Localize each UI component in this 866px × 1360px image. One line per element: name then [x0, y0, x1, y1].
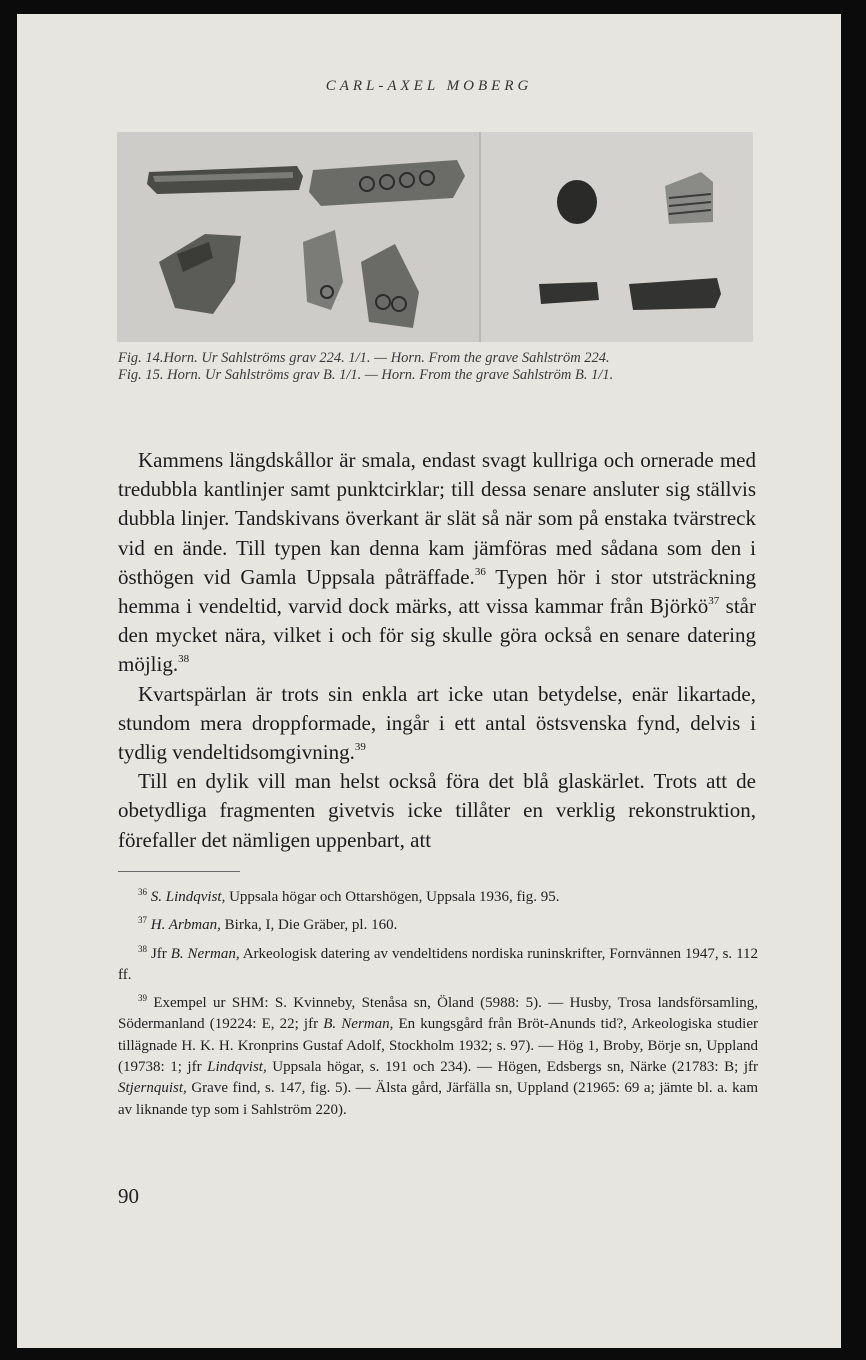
footnote-38: [118, 944, 758, 987]
text-run: Typen hör i stor utsträckning hemma i vendeltid, varvid dock märks, att vissa kammar från Björkö: [118, 564, 756, 619]
footnote-author: B. Nerman,: [323, 1016, 394, 1033]
footnote-author: Stjernquist,: [118, 1080, 187, 1097]
footnote-divider: [118, 871, 240, 872]
footnote-ref[interactable]: 39: [354, 741, 366, 754]
footnote-ref[interactable]: 36: [474, 565, 486, 578]
footnote-text: Arkeologisk datering av vendeltidens nordiska runinskrifter, Fornvännen 1947, s. 112 ff.: [118, 945, 759, 983]
text-run: Kammens längdskållor är smala, endast svagt kullriga och ornerade med tredubbla kantlinjer samt punktcirklar; till dessa senare ansluter sig ställvis dubbla linjer. Tandskivans överkant är slät så när som på enstaka tvärstreck vid en ände. Till typen kan denna kam jämföras med sådana som den i östhögen vid Gamla Uppsala påträffade.: [118, 448, 756, 589]
footnote-author: H. Arbman,: [150, 917, 221, 934]
footnotes: [118, 887, 758, 1128]
footnote-36: [118, 887, 758, 908]
footnote-39: [118, 993, 758, 1121]
footnote-text: Jfr: [150, 945, 171, 962]
footnote-author: S. Lindqvist,: [150, 889, 226, 905]
footnote-text: Grave find, s. 147, fig. 5). — Älsta gård, Järfälla sn, Uppland (21965: 69 a; jämte bl. a. kam av liknande typ som i Sahlström 220).: [118, 1080, 758, 1118]
paragraph: Till en dylik vill man helst också föra det blå glaskärlet. Trots att de obetydliga fragmenten givetvis icke tillåter en verklig rekonstruktion, förefaller det nämligen uppenbart, att: [118, 769, 756, 852]
footnote-number: 39: [138, 993, 147, 1004]
footnote-text: Uppsala högar, s. 191 och 234). — Högen, Edsbergs sn, Närke (21783: B; jfr: [266, 1059, 758, 1076]
footnote-number: 38: [138, 943, 147, 954]
horn-fragments-image: [117, 132, 753, 342]
artifact-photograph: [117, 132, 753, 342]
paragraph: [118, 680, 756, 768]
footnote-ref[interactable]: 38: [178, 653, 190, 666]
page-number: 90: [118, 1184, 139, 1208]
text-run: står den mycket nära, vilket i och för sig skulle göra också en senare datering möjlig.: [118, 594, 756, 677]
body-text: [118, 446, 756, 855]
footnote-37: [118, 915, 758, 936]
caption-line: Fig. 14.Horn. Ur Sahlströms grav 224. 1/1. — Horn. From the grave Sahlström 224.: [118, 350, 610, 366]
footnote-text: Birka, I, Die Gräber, pl. 160.: [220, 917, 398, 934]
figure-caption: [118, 350, 768, 384]
running-head: CARL-AXEL MOBERG: [325, 78, 533, 94]
footnote-number: 37: [138, 915, 147, 926]
footnote-text: Uppsala högar och Ottarshögen, Uppsala 1936, fig. 95.: [225, 889, 560, 905]
caption-line: Fig. 15. Horn. Ur Sahlströms grav B. 1/1. — Horn. From the grave Sahlström B. 1/1.: [118, 367, 614, 383]
footnote-ref[interactable]: 37: [708, 595, 720, 608]
paragraph: [118, 446, 756, 680]
footnote-text: Exempel ur SHM: S. Kvinneby, Stenåsa sn, Öland (5988: 5). — Husby, Trosa landsförsamling, Södermanland (19224: E, 22; jfr: [118, 995, 758, 1033]
footnote-author: Lindqvist,: [207, 1059, 267, 1076]
footnote-number: 36: [138, 887, 147, 897]
footnote-text: En kungsgård från Bröt-Anunds tid?, Arkeologiska studier tillägnade H. K. H. Kronprins Gustaf Adolf, Stockholm 1932; s. 97). — Hög 1, Broby, Börje sn, Uppland (19738: 1; jfr: [118, 1016, 759, 1076]
text-run: Kvartspärlan är trots sin enkla art icke utan betydelse, enär likartade, stundom mera droppformade, ingår i ett antal östsvenska fynd, delvis i tydlig vendeltidsomgivning.: [118, 681, 756, 765]
footnote-author: B. Nerman,: [170, 945, 240, 962]
book-page: [17, 14, 841, 1348]
